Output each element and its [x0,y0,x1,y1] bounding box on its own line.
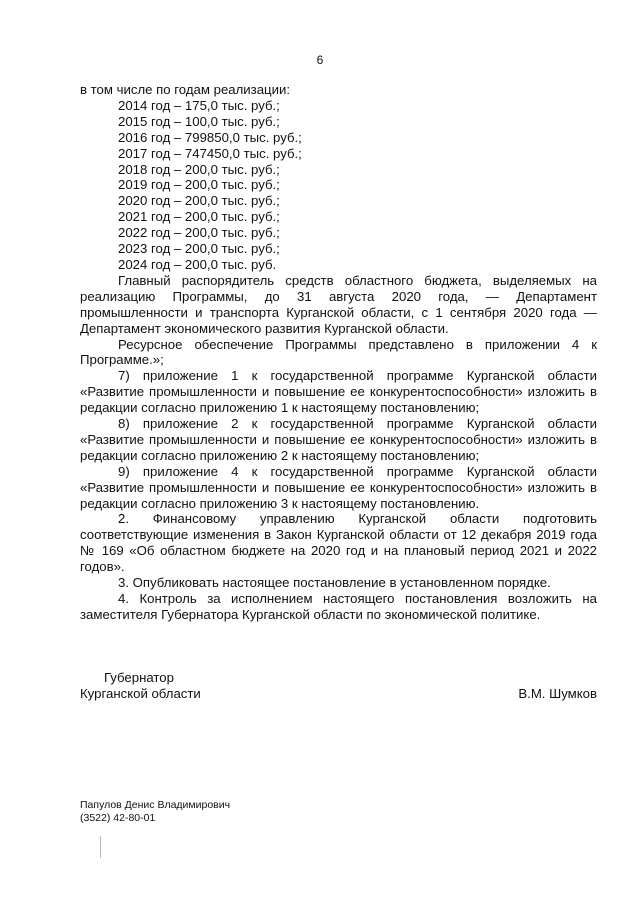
paragraph-item-9: 9) приложение 4 к государственной программе Курганской области «Развитие промышленности и повышение ее конкурентоспособности» изложить в редакции согласно приложению 3 к настоящему постановлению. [80,463,597,511]
paragraph-point-4: 4. Контроль за исполнением настоящего постановления возложить на заместителя Губернатора Курганской области по экономической политике. [80,591,597,622]
years-list [80,98,597,273]
year-item: 2017 год – 747450,0 тыс. руб.; [118,145,302,161]
paragraph-budget-manager: Главный распорядитель средств областного бюджета, выделяемых на реализацию Программы, до 31 августа 2020 года, — Департамент промышленности и транспорта Курганской области, с 1 сентября 2020 года — Департамент экономического развития Курганской области. [80,272,597,336]
paragraph-point-3: 3. Опубликовать настоящее постановление в установленном порядке. [118,575,551,591]
paragraph-item-7: 7) приложение 1 к государственной программе Курганской области «Развитие промышленности и повышение ее конкурентоспособности» изложить в редакции согласно приложению 1 к настоящему постановлению; [80,368,597,416]
signature-title-line1: Губернатор [104,670,174,685]
years-intro: в том числе по годам реализации: [80,82,291,97]
paragraph-resources: Ресурсное обеспечение Программы представлено в приложении 4 к Программе.»; [80,336,597,368]
scan-mark [100,836,101,858]
year-item: 2016 год – 799850,0 тыс. руб.; [118,129,302,145]
contact-block [80,799,230,825]
year-item: 2018 год – 200,0 тыс. руб.; [118,161,280,177]
contact-person: Папулов Денис Владимирович [80,799,231,811]
year-item: 2015 год – 100,0 тыс. руб.; [118,113,280,129]
signature-title [80,670,201,702]
page-number: 6 [316,53,324,67]
contact-phone: (3522) 42-80-01 [80,812,156,824]
paragraph-item-8: 8) приложение 2 к государственной программе Курганской области «Развитие промышленности и повышение ее конкурентоспособности» изложить в редакции согласно приложению 2 к настоящему постановлению; [80,416,597,463]
year-item: 2024 год – 200,0 тыс. руб. [118,256,277,272]
year-item: 2019 год – 200,0 тыс. руб.; [118,177,280,193]
year-item: 2021 год – 200,0 тыс. руб.; [118,209,280,225]
document-body [80,82,597,623]
year-item: 2023 год – 200,0 тыс. руб.; [118,241,280,257]
paragraph-point-2: 2. Финансовому управлению Курганской области подготовить соответствующие изменения в Закон Курганской области от 12 декабря 2019 года № 169 «Об областном бюджете на 2020 год и на плановый период 2021 и 2022 годов». [80,511,597,575]
year-item: 2020 год – 200,0 тыс. руб.; [118,193,280,209]
year-item: 2014 год – 175,0 тыс. руб.; [118,97,280,113]
signature-title-line2: Курганской области [80,686,201,701]
year-item: 2022 год – 200,0 тыс. руб.; [118,225,280,241]
signature-name: В.М. Шумков [518,686,597,701]
